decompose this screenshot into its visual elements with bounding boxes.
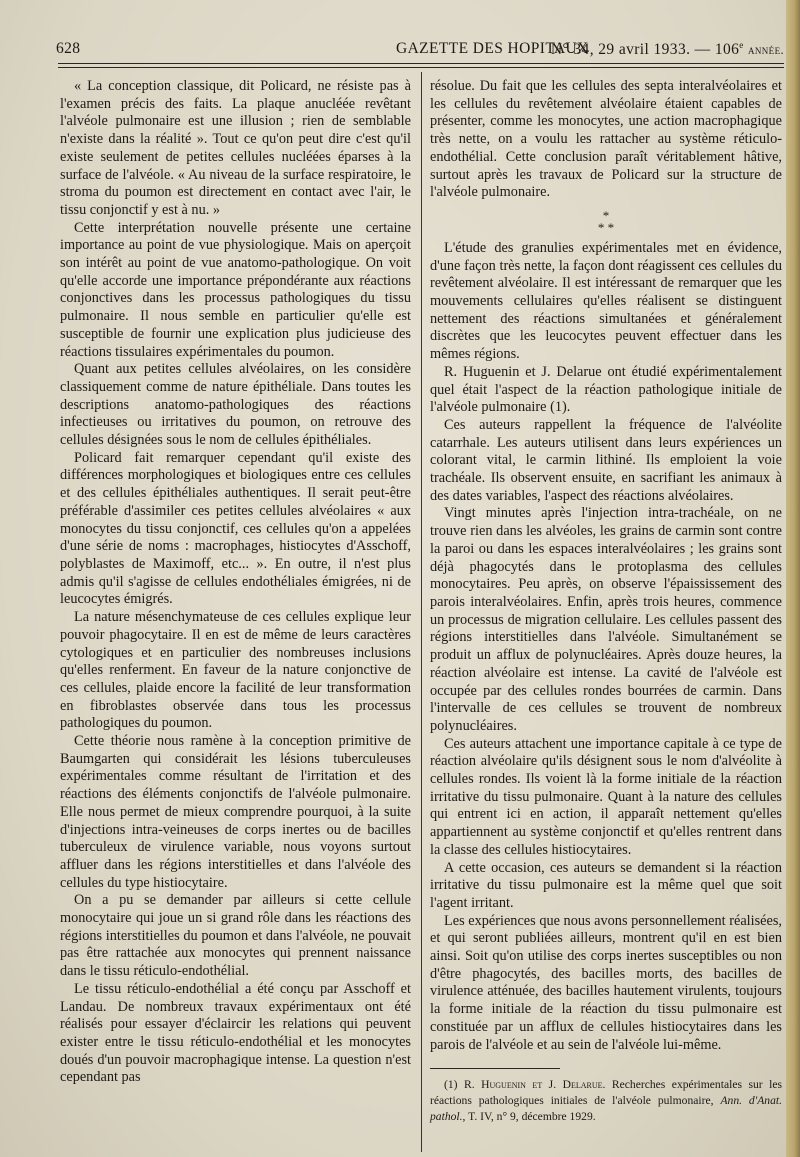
issue-info xyxy=(551,40,784,59)
running-header xyxy=(56,40,784,62)
paragraph: On a pu se demander par ailleurs si cette cellule monocytaire qui joue un si grand rôle dans les réactions des régions interstitielles du poumon et dans l'alvéole, ne pouvait pas être rattachée aux monocytes qui prennent naissance dans le tissu réticulo-endothélial. xyxy=(60,892,411,980)
footnote-journal: Ann. d'Anat. pathol. xyxy=(430,1094,783,1124)
paragraph: R. Huguenin et J. Delarue ont étudié expérimentalement quel était l'aspect de la réaction pathologique initiale de l'alvéole pulmonaire (1). xyxy=(430,363,782,416)
paragraph: Policard fait remarquer cependant qu'il existe des différences morphologiques et biologiques entre ces cellules et des cellules épithéliales authentiques. Il serait peut-être préférable d'assimiler ces petites cellules alvéolaires « aux monocytes du tissu conjonctif, ces cellules qu'on a appelées d'une série de noms : macrophages, histiocytes d'Asschoff, polyblastes de Maximoff, etc... ». En outre, il n'est plus admis qu'il s'agisse de cellules endothéliales émigrées, ni de leucocytes émigrés. xyxy=(60,449,411,608)
paragraph: résolue. Du fait que les cellules des septa interalvéolaires et les cellules du revêtement alvéolaire étaient capables de présenter, comme les monocytes, une action macrophagique très nette, on a voulu les rattacher au système réticulo-endothélial. Cette conclusion paraît véritablement hâtive, surtout après les travaux de Policard sur la structure de l'alvéole pulmonaire. xyxy=(430,78,782,201)
star-bottom: * * xyxy=(597,219,615,235)
footnote xyxy=(430,1077,782,1125)
right-column xyxy=(430,78,782,1125)
footnote-marker: (1) xyxy=(444,1078,465,1092)
issue-text: N° 34, 29 avril 1933. — 106 xyxy=(550,41,740,59)
page-edge xyxy=(786,0,800,1157)
paragraph: Les expériences que nous avons personnellement réalisées, et qui seront publiées ailleurs, montrent qu'il en est bien ainsi. Soit qu'on utilise des corps inertes susceptibles ou non d'être phagocytés, des bacilles morts, des bacilles de virulence atténuée, des bacilles hautement virulents, toujours la forme initiale de la réaction du tissu pulmonaire est constituée par un afflux de cellules histiocytaires dans les parois de l'alvéole et au sein de l'alvéole lui-même. xyxy=(430,912,782,1053)
paragraph: La nature mésenchymateuse de ces cellules explique leur pouvoir phagocytaire. Il en est de même de leurs caractères cytologiques et en particulier des nombreuses inclusions qu'elles renferment. En faveur de la nature conjonctive de ces cellules, plaide encore la facilité de leur transformation en fibroblastes observée dans tous les processus pathologiques du poumon. xyxy=(60,609,411,732)
header-rule-secondary xyxy=(58,67,784,68)
paragraph: Ces auteurs attachent une importance capitale à ce type de réaction alvéolaire qu'ils désignent sous le nom d'alvéolite à cellules rondes. Ils voient là la forme initiale de la réaction irritative du tissu pulmonaire. Quant à la nature des cellules qui entrent ici en action, il apparaît nettement qu'elles appartiennent au système conjonctif et qu'elles rentrent dans la classe des cellules histiocytaires. xyxy=(430,735,782,858)
paragraph: Cette interprétation nouvelle présente une certaine importance au point de vue physiologique. Mais on aperçoit son intérêt au point de vue anatomo-pathologique. On voit qu'elle accorde une importance prépondérante aux réactions conjonctives dans les processus pathologiques du tissu pulmonaire. Il nous semble en particulier qu'elle est susceptible de fournir une explication plus judicieuse des réactions tissulaires expérimentales du poumon. xyxy=(60,219,411,360)
left-column xyxy=(60,78,411,1087)
paragraph: A cette occasion, ces auteurs se demandent si la réaction irritative du tissu pulmonaire est la même quel que soit l'agent irritant. xyxy=(430,859,782,911)
star-top: * xyxy=(602,207,610,223)
paragraph: L'étude des granulies expérimentales met en évidence, d'une façon très nette, la façon dont réagissent ces cellules du revêtement alvéolaire. Il est intéressant de remarquer que les mouvements cellulaires qu'elles réalisent se distinguent nettement des réactions simultanées et généralement discrètes que les leucocytes peuvent effectuer dans les mêmes régions. xyxy=(430,239,782,363)
paragraph: Quant aux petites cellules alvéolaires, on les considère classiquement comme de nature épithéliale. Dans toutes les descriptions anatomo-pathologiques des réactions infectieuses ou irritatives du poumon, on retrouve des cellules désignées sous le nom de cellules épithéliales. xyxy=(60,361,411,449)
footnote-rule xyxy=(430,1068,560,1069)
section-separator xyxy=(430,207,782,235)
column-divider xyxy=(421,72,422,1152)
footnote-authors: R. Huguenin et J. Delarue. xyxy=(464,1078,606,1092)
paragraph: Cette théorie nous ramène à la conception primitive de Baumgarten qui considérait les lésions tuberculeuses expérimentales comme résultant de l'irritation et des réactions des éléments conjonctifs de l'alvéole pulmonaire. Elle nous permet de mieux comprendre pourquoi, à la suite d'injections intra-veineuses de corps inertes ou de bacilles tuberculeux de virulence variable, nous voyons surtout affluer dans les régions interstitielles et dans l'alvéole des cellules du type histiocytaire. xyxy=(60,733,411,891)
footnote-text: Recherches expérimentales sur les réactions pathologiques initiales de l'alvéole pulmonaire, xyxy=(430,1078,782,1108)
journal-title: GAZETTE DES HOPITAUX xyxy=(396,40,589,57)
header-rule xyxy=(58,63,784,64)
footnote-ref: , T. IV, n° 9, décembre 1929. xyxy=(462,1110,596,1124)
issue-year-word: année. xyxy=(747,43,784,58)
paragraph: « La conception classique, dit Policard, ne résiste pas à l'examen précis des faits. La plaque anucléée revêtant l'alvéole pulmonaire est une illusion ; rien de semblable n'existe dans la réalité ». Tout ce qu'on peut dire c'est qu'il existe seulement de petites cellules nucléées éparses à la surface de l'alvéole. « Au niveau de la surface respiratoire, le stroma du poumon est directement en contact avec l'air, le tissu conjonctif y est à nu. » xyxy=(60,78,411,218)
paragraph: Le tissu réticulo-endothélial a été conçu par Asschoff et Landau. De nombreux travaux expérimentaux ont été réalisés pour essayer d'éclaircir les relations qui peuvent exister entre le tissu réticulo-endothélial et les monocytes doués d'un pouvoir macrophagique intense. La question n'est cependant pas xyxy=(60,980,411,1086)
paragraph: Ces auteurs rappellent la fréquence de l'alvéolite catarrhale. Les auteurs utilisent dans leurs expériences un colorant vital, le carmin lithiné. Ils emploient la voie trachéale. Ils observent ensuite, en sacrifiant les animaux à des dates variables, l'aspect des réactions alvéolaires. xyxy=(430,416,782,504)
page-number: 628 xyxy=(56,40,81,57)
paragraph: Vingt minutes après l'injection intra-trachéale, on ne trouve rien dans les alvéoles, les grains de carmin sont contre la paroi ou dans les espaces interalvéolaires ; les grains sont déjà phagocytés dans le protoplasma des cellules monocytaires. Peu après, on observe l'épaississement des parois interalvéolaires. Enfin, après trois heures, commence un processus de migration cellulaire. Les cellules passent des régions interstitielles dans l'alvéole. Simultanément se produit un afflux de polynucléaires. Après douze heures, la réaction alvéolaire est intense. La cavité de l'alvéole est occupée par des cellules rondes bourrées de carmin. Dans l'intervalle de ces cellules se trouvent de nombreux polynucléaires. xyxy=(430,505,782,734)
issue-sup: e xyxy=(739,40,744,50)
